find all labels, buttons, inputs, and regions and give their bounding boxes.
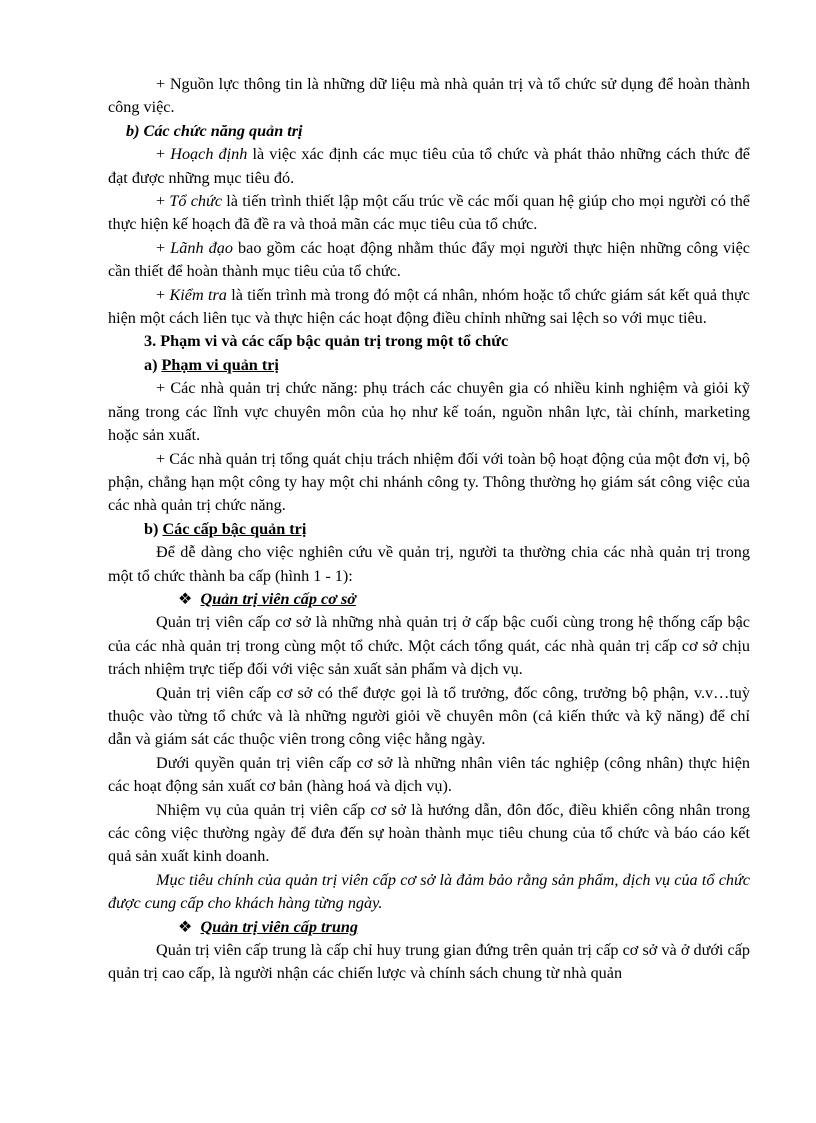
paragraph-planning [108,143,750,190]
paragraph-three-levels: Để dễ dàng cho việc nghiên cứu về quản trị, người ta thường chia các nhà quản trị trong một tổ chức thành ba cấp (hình 1 - 1): [108,543,750,585]
document-body [108,73,750,986]
section-heading-3: 3. Phạm vi và các cấp bậc quản trị trong một tổ chức [144,332,509,351]
paragraph-operational-staff: Dưới quyền quản trị viên cấp cơ sở là những nhân viên tác nghiệp (công nhân) thực hiện các hoạt động sản xuất cơ bản (hàng hoá và dịch vụ). [108,753,750,796]
bullet-middle-managers [108,916,750,939]
subheading-levels-text: Các cấp bậc quản trị [162,519,307,538]
term-planning: Hoạch định [170,145,248,164]
paragraph-general-managers: + Các nhà quản trị tổng quát chịu trách nhiệm đối với toàn bộ hoạt động của một đơn vị, bộ phận, chẳng hạn một công ty hay một chi nhánh công ty. Thông thường họ giám sát công việc của các nhà quản trị chức năng. [108,449,750,515]
paragraph-first-line-objective: Mục tiêu chính của quản trị viên cấp cơ sở là đảm bảo rằng sản phẩm, dịch vụ của tổ chức được cung cấp cho khách hàng từng ngày. [108,870,750,913]
paragraph-functional-managers: + Các nhà quản trị chức năng: phụ trách các chuyên gia có nhiều kinh nghiệm và giỏi kỹ năng trong các lĩnh vực chuyên môn của họ như kế toán, nguồn nhân lực, tài chính, marketing hoặc sản xuất. [108,379,750,445]
paragraph-leading [108,237,750,284]
plus-sign: + [156,192,170,211]
paragraph-controlling [108,284,750,331]
paragraph-information-resources: + Nguồn lực thông tin là những dữ liệu mà nhà quản trị và tổ chức sử dụng để hoàn thành công việc. [108,75,750,117]
bullet-middle-text: Quản trị viên cấp trung [200,917,358,936]
plus-sign: + [156,285,170,304]
planning-text: là việc xác định các mục tiêu của tổ chức và phát thảo những cách thức để đạt được những mục tiêu đó. [108,145,750,187]
term-leading: Lãnh đạo [170,238,233,257]
subheading-scope-text: Phạm vi quản trị [161,355,279,374]
controlling-text: là tiến trình mà trong đó một cá nhân, nhóm hoặc tổ chức giám sát kết quả thực hiện một cách liên tục và thực hiện các hoạt động điều chỉnh những sai lệch so với mục tiêu. [108,285,750,328]
term-controlling: Kiểm tra [169,285,227,304]
subheading-prefix: b) [144,519,163,538]
paragraph-first-line-definition: Quản trị viên cấp cơ sở là những nhà quản trị ở cấp bậc cuối cùng trong hệ thống cấp bậc của các nhà quản trị trong cùng một tổ chức. Một cách tổng quát, các nhà quản trị cấp cơ sở chịu trách nhiệm trực tiếp đối với việc sản xuất sản phẩm và dịch vụ. [108,613,750,679]
subheading-prefix: a) [144,355,162,374]
bullet-first-line-text: Quản trị viên cấp cơ sở [200,589,356,608]
paragraph-organizing [108,190,750,237]
diamond-bullet-icon: ❖ [178,589,193,608]
subheading-scope [108,354,750,377]
heading-management-functions: b) Các chức năng quản trị [126,121,303,140]
leading-text: bao gồm các hoạt động nhằm thúc đẩy mọi người thực hiện những công việc cần thiết để hoàn thành mục tiêu của tổ chức. [108,238,750,281]
subheading-levels [108,518,750,541]
paragraph-first-line-titles: Quản trị viên cấp cơ sở có thể được gọi là tổ trưởng, đốc công, trưởng bộ phận, v.v…tuỳ thuộc vào từng tổ chức và là những người giỏi về chuyên môn (cả kiến thức và kỹ năng) để chỉ dẫn và giám sát các thuộc viên trong công việc hằng ngày. [108,683,750,749]
term-organizing: Tổ chức [169,192,223,211]
bullet-first-line-managers [108,588,750,611]
paragraph-first-line-duties: Nhiệm vụ của quản trị viên cấp cơ sở là hướng dẫn, đôn đốc, điều khiển công nhân trong các công việc thường ngày để đưa đến sự hoàn thành mục tiêu chung của tổ chức và báo cáo kết quả sản xuất kinh doanh. [108,800,750,866]
plus-sign: + [156,145,171,164]
plus-sign: + [156,238,171,257]
organizing-text: là tiến trình thiết lập một cấu trúc về các mối quan hệ giúp cho mọi người có thể thực hiện kế hoạch đã đề ra và thoả mãn các mục tiêu của tổ chức. [108,192,750,234]
paragraph-middle-managers: Quản trị viên cấp trung là cấp chỉ huy trung gian đứng trên quản trị cấp cơ sở và ở dưới cấp quản trị cao cấp, là người nhận các chiến lược và chính sách chung từ nhà quản [108,941,750,983]
diamond-bullet-icon: ❖ [178,917,193,936]
